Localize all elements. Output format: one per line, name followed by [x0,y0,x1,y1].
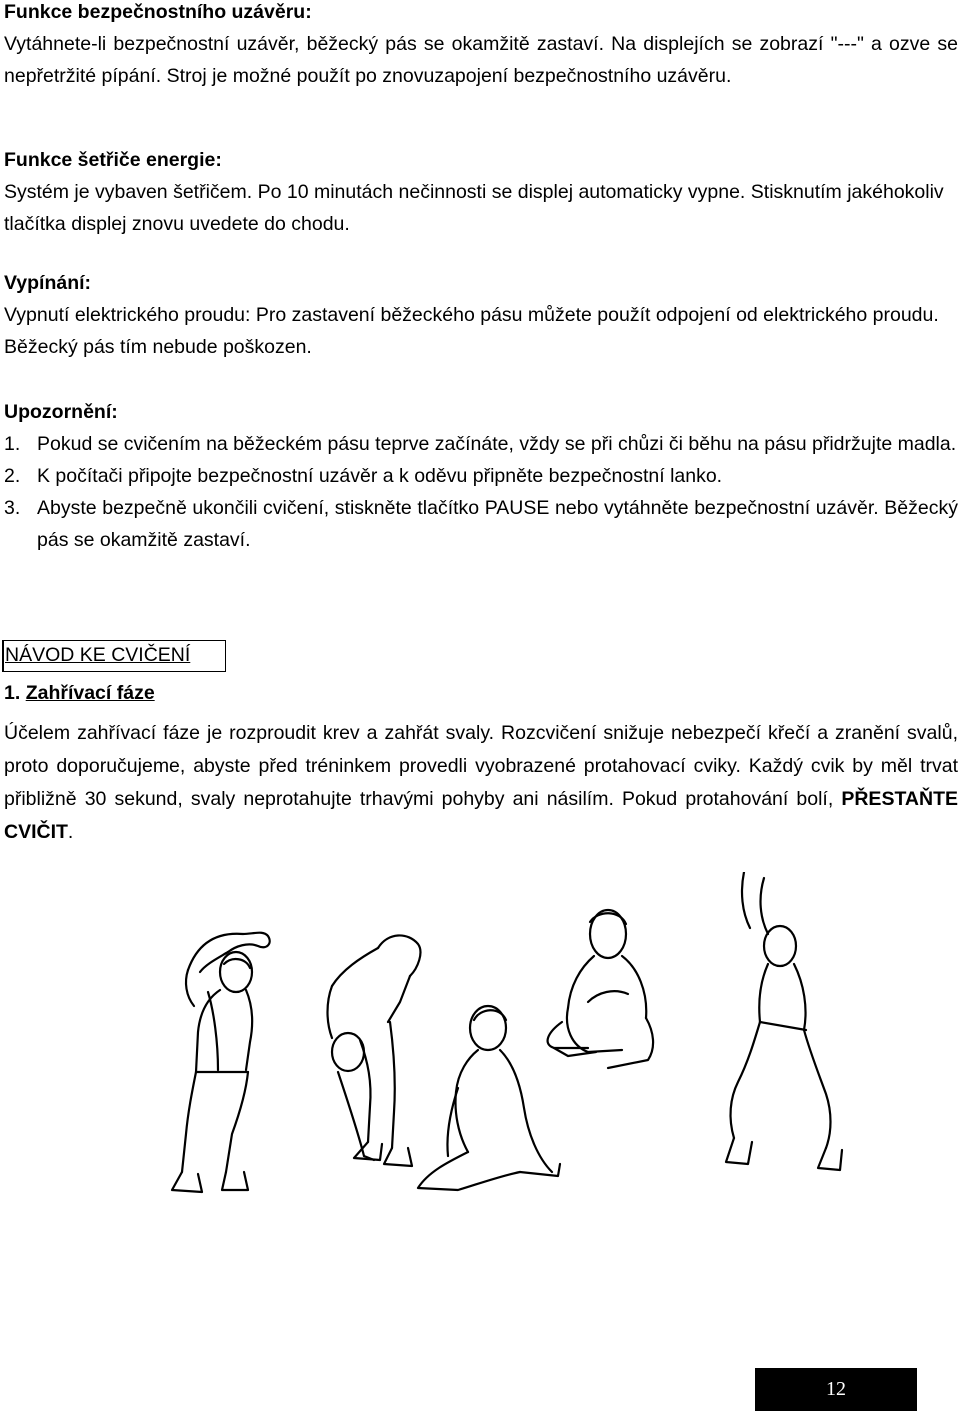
side-stretch-figure [172,933,270,1192]
warning-list [4,428,958,556]
list-item: 1. Pokud se cvičením na běžeckém pásu teprve začínáte, vždy se při chůzi či běhu na pásu přidržujte madla. [4,433,957,455]
energy-saver-section [4,144,958,240]
list-item: 3. Abyste bezpečně ukončili cvičení, stiskněte tlačítko PAUSE nebo vytáhněte bezpečnostní uzávěr. Běžecký pás se okamžitě zastaví. [4,497,958,551]
energy-saver-text: Systém je vybaven šetřičem. Po 10 minutách nečinnosti se displej automaticky vypne. Stisknutím jakéhokoliv tlačítka displej znovu uvedete do chodu. [4,181,944,235]
power-off-text: Vypnutí elektrického proudu: Pro zastavení běžeckého pásu můžete použít odpojení od elektrického proudu. Běžecký pás tím nebude poškozen. [4,304,939,358]
warning-heading: Upozornění: [4,401,118,423]
power-off-heading: Vypínání: [4,272,92,294]
exercise-guide-title: NÁVOD KE CVIČENÍ [5,644,191,666]
warmup-heading: 1. Zahřívací fáze [4,682,155,704]
page-number: 12 [826,1378,846,1400]
safety-key-heading: Funkce bezpečnostního uzávěru: [4,1,312,23]
seated-stretch-figure [548,910,654,1068]
stretching-illustrations [128,872,846,1208]
list-item: 2. K počítači připojte bezpečnostní uzávěr a k oděvu připněte bezpečnostní lanko. [4,465,723,487]
safety-key-text: Vytáhnete-li bezpečnostní uzávěr, běžecký pás se okamžitě zastaví. Na displejích se zobrazí "---" a ozve se nepřetržité pípání. Stroj je možné použít po znovuzapojení bezpečnostního uzávěru. [4,33,958,87]
power-off-section [4,267,958,363]
wall-stretch-figure [726,872,842,1170]
warning-emphasis: PŘESTAŇTE CVIČIT [4,788,958,843]
safety-key-section [4,0,958,92]
forward-bend-figure [328,935,421,1166]
warning-section [4,396,958,556]
kneeling-stretch-figure [418,1006,560,1190]
page-number-box [755,1368,917,1411]
warmup-text: Účelem zahřívací fáze je rozproudit krev a zahřát svaly. Rozcvičení snižuje nebezpečí křečí a zranění svalů, proto doporučujeme, abyste před tréninkem provedli vyobrazené protahovací cviky. Každý cvik by měl trvat přibližně 30 sekund, svaly neprotahujte trhavými pohyby ani násilím. Pokud protahování bolí, PŘESTAŇTE CVIČIT. [4,722,958,843]
energy-saver-heading: Funkce šetřiče energie: [4,149,222,171]
